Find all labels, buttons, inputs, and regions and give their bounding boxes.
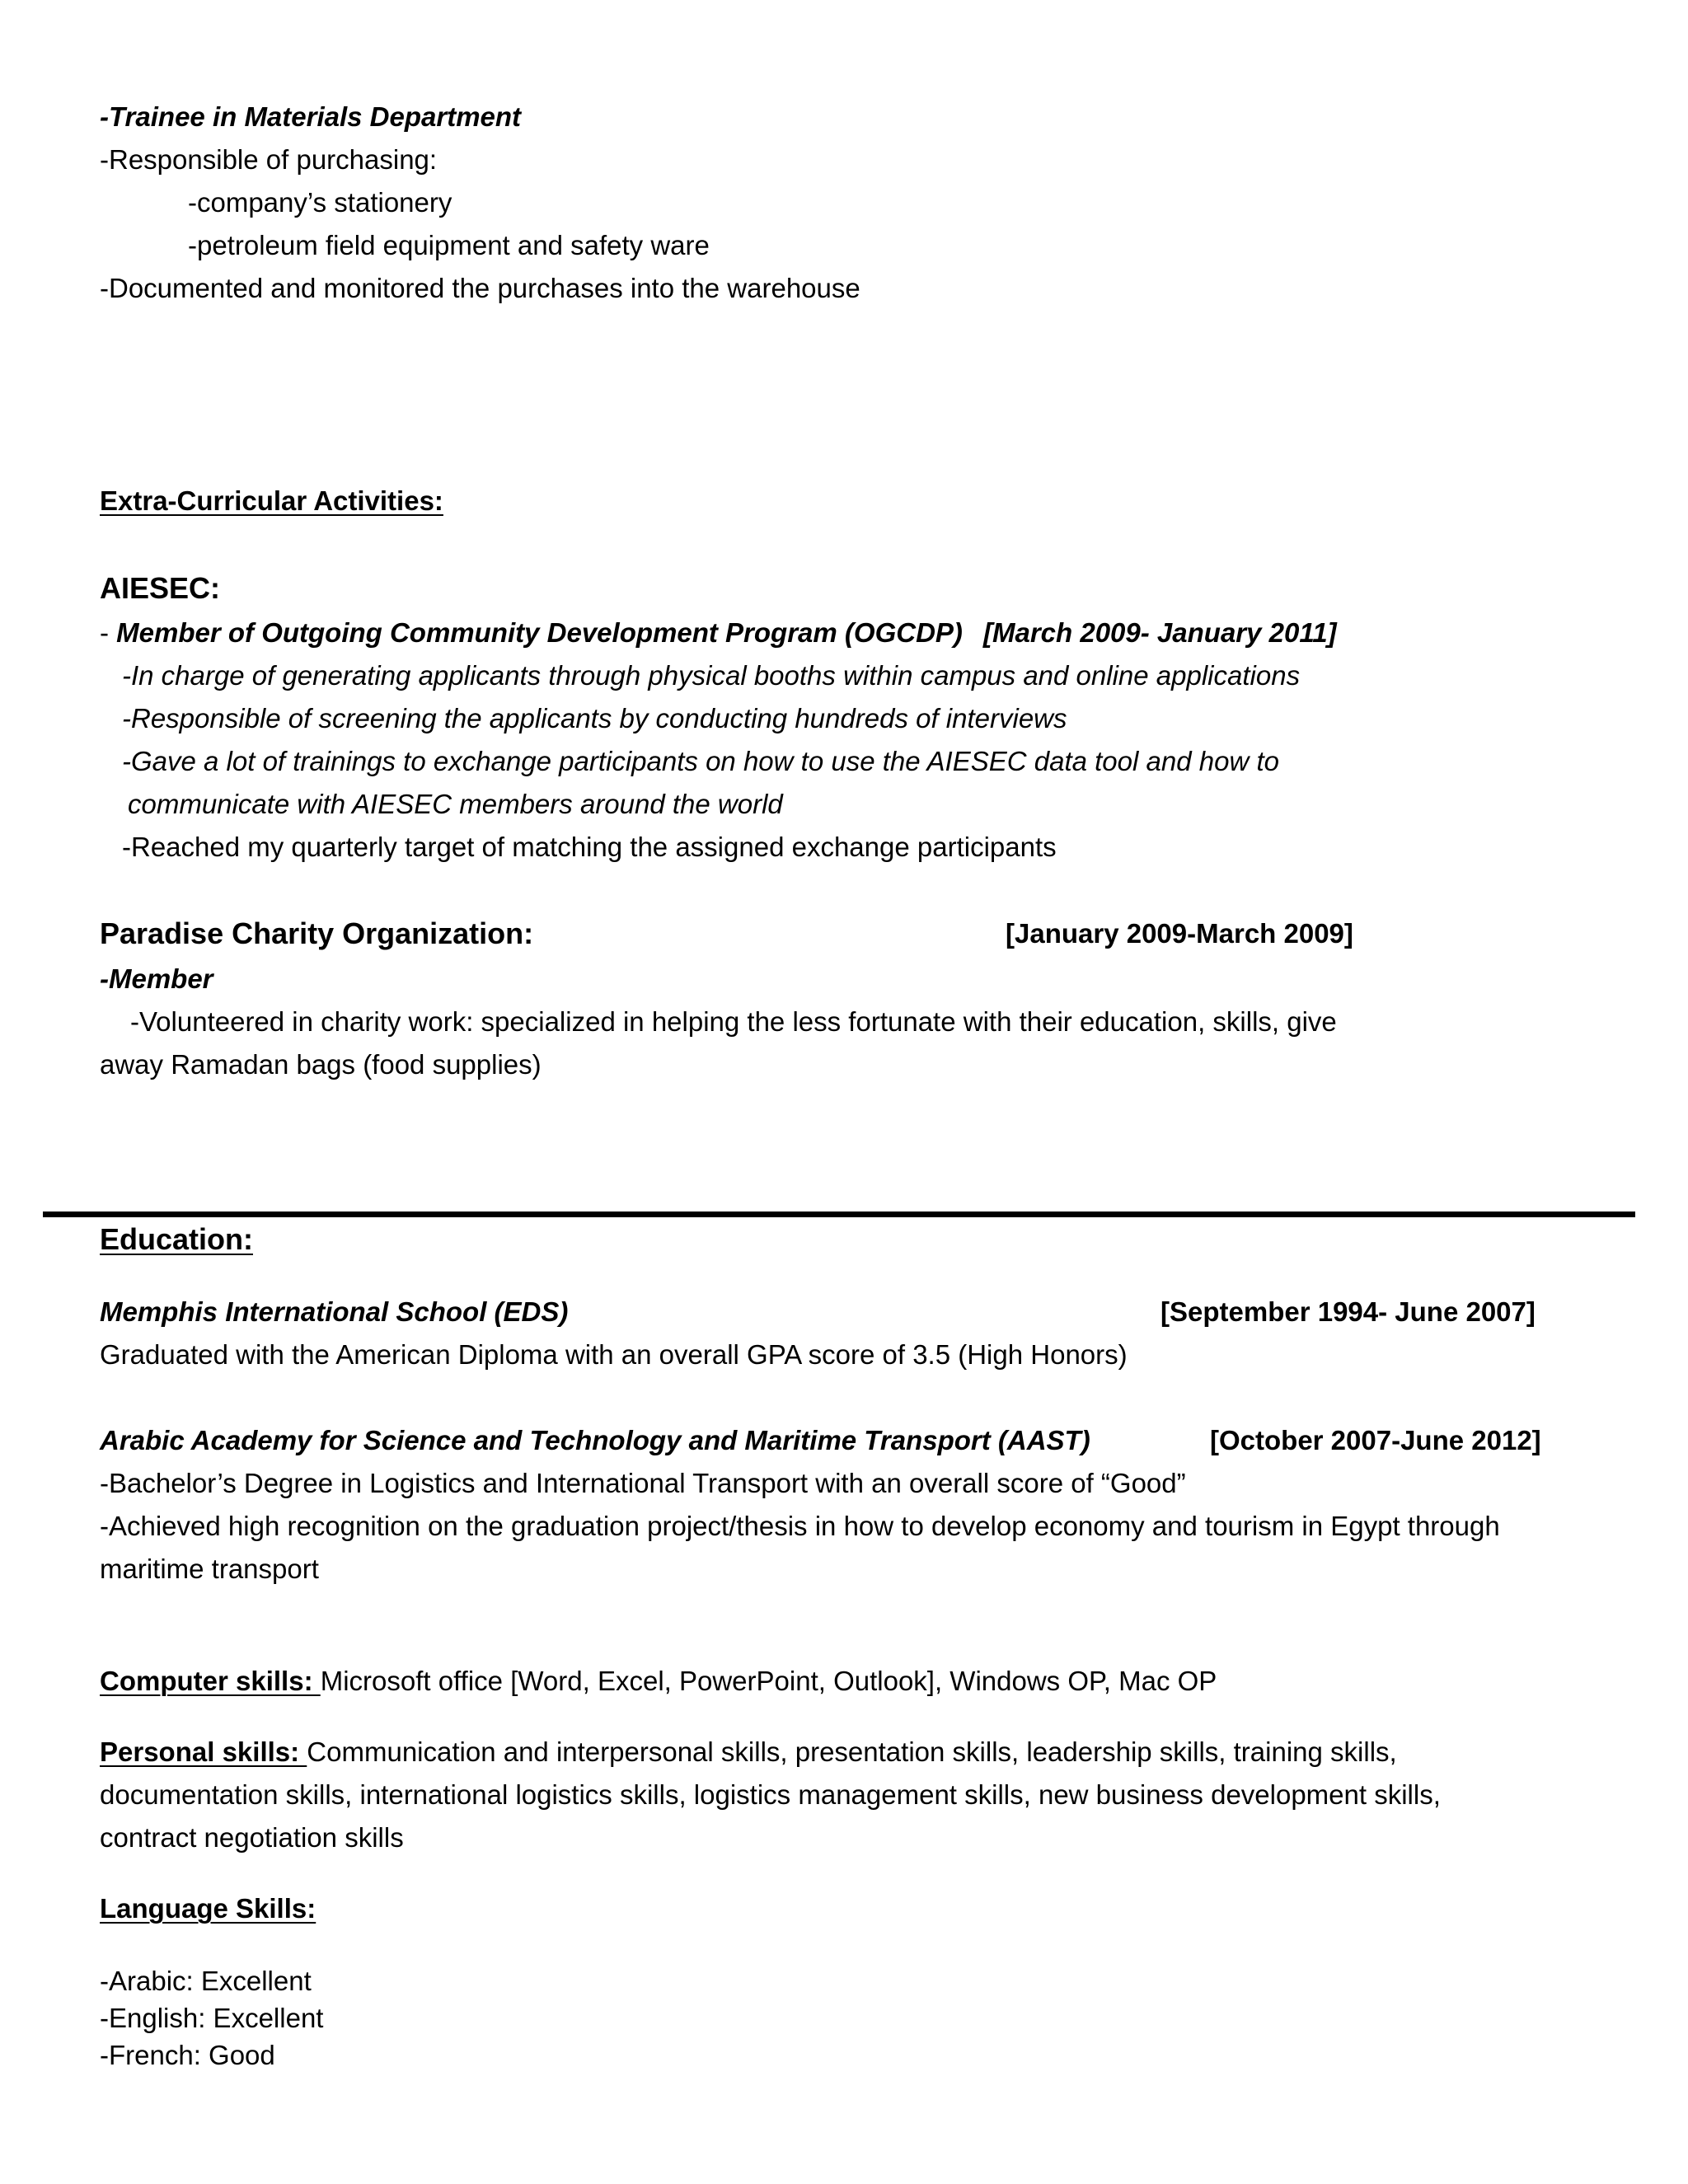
aiesec-line: communicate with AIESEC members around the world [128, 789, 783, 819]
school-aast-line: -Achieved high recognition on the graduation project/thesis in how to develop economy and tourism in Egypt through [100, 1511, 1500, 1541]
paradise-role: -Member [100, 963, 213, 994]
aiesec-role-dash: - [100, 617, 117, 648]
aiesec-role-line [100, 615, 963, 651]
aiesec-title: AIESEC: [100, 571, 221, 605]
personal-skills-text: Communication and interpersonal skills, presentation skills, leadership skills, training skills, [307, 1736, 1397, 1767]
aiesec-dates: [March 2009- January 2011] [983, 617, 1337, 648]
school-memphis-dates: [September 1994- June 2007] [1160, 1296, 1536, 1327]
personal-skills-label: Personal skills: [100, 1736, 307, 1767]
personal-skills-text: contract negotiation skills [100, 1822, 404, 1853]
school-memphis-name: Memphis International School (EDS) [100, 1296, 569, 1327]
language-item: -French: Good [100, 2040, 275, 2070]
paradise-line: -Volunteered in charity work: specialized in helping the less fortunate with their education, skills, give [130, 1006, 1337, 1037]
paradise-dates: [January 2009-March 2009] [1006, 918, 1353, 949]
language-skills-heading: Language Skills: [100, 1893, 316, 1924]
computer-skills-text: Microsoft office [Word, Excel, PowerPoint, Outlook], Windows OP, Mac OP [320, 1666, 1217, 1696]
aiesec-line: -In charge of generating applicants through physical booths within campus and online applications [122, 660, 1301, 691]
computer-skills-label: Computer skills: [100, 1666, 321, 1696]
paradise-line: away Ramadan bags (food supplies) [100, 1049, 542, 1080]
trainee-item-equipment: -petroleum field equipment and safety ware [188, 230, 710, 260]
school-aast-dates: [October 2007-June 2012] [1210, 1425, 1541, 1455]
trainee-title: -Trainee in Materials Department [100, 101, 522, 132]
language-item: -Arabic: Excellent [100, 1966, 312, 1996]
school-aast-name: Arabic Academy for Science and Technology and Maritime Transport (AAST) [100, 1425, 1090, 1455]
school-aast-line: -Bachelor’s Degree in Logistics and International Transport with an overall score of “Good” [100, 1468, 1186, 1498]
school-memphis-line: Graduated with the American Diploma with an overall GPA score of 3.5 (High Honors) [100, 1339, 1128, 1370]
computer-skills-line [100, 1663, 1217, 1699]
extra-curricular-heading: Extra-Curricular Activities: [100, 485, 443, 516]
trainee-responsible: -Responsible of purchasing: [100, 144, 438, 175]
aiesec-role: Member of Outgoing Community Development Program (OGCDP) [116, 617, 963, 648]
trainee-documented: -Documented and monitored the purchases into the warehouse [100, 273, 860, 303]
aiesec-line: -Reached my quarterly target of matching the assigned exchange participants [122, 832, 1057, 862]
trainee-item-stationery: -company’s stationery [188, 187, 452, 218]
school-aast-line: maritime transport [100, 1554, 319, 1584]
aiesec-line: -Responsible of screening the applicants by conducting hundreds of interviews [122, 703, 1067, 733]
section-divider [43, 1212, 1635, 1217]
personal-skills-text: documentation skills, international logistics skills, logistics management skills, new business development skills, [100, 1779, 1441, 1810]
language-item: -English: Excellent [100, 2003, 324, 2033]
paradise-title: Paradise Charity Organization: [100, 916, 534, 950]
aiesec-line: -Gave a lot of trainings to exchange participants on how to use the AIESEC data tool and how to [122, 746, 1279, 776]
personal-skills-line [100, 1734, 1397, 1770]
education-heading: Education: [100, 1222, 253, 1256]
